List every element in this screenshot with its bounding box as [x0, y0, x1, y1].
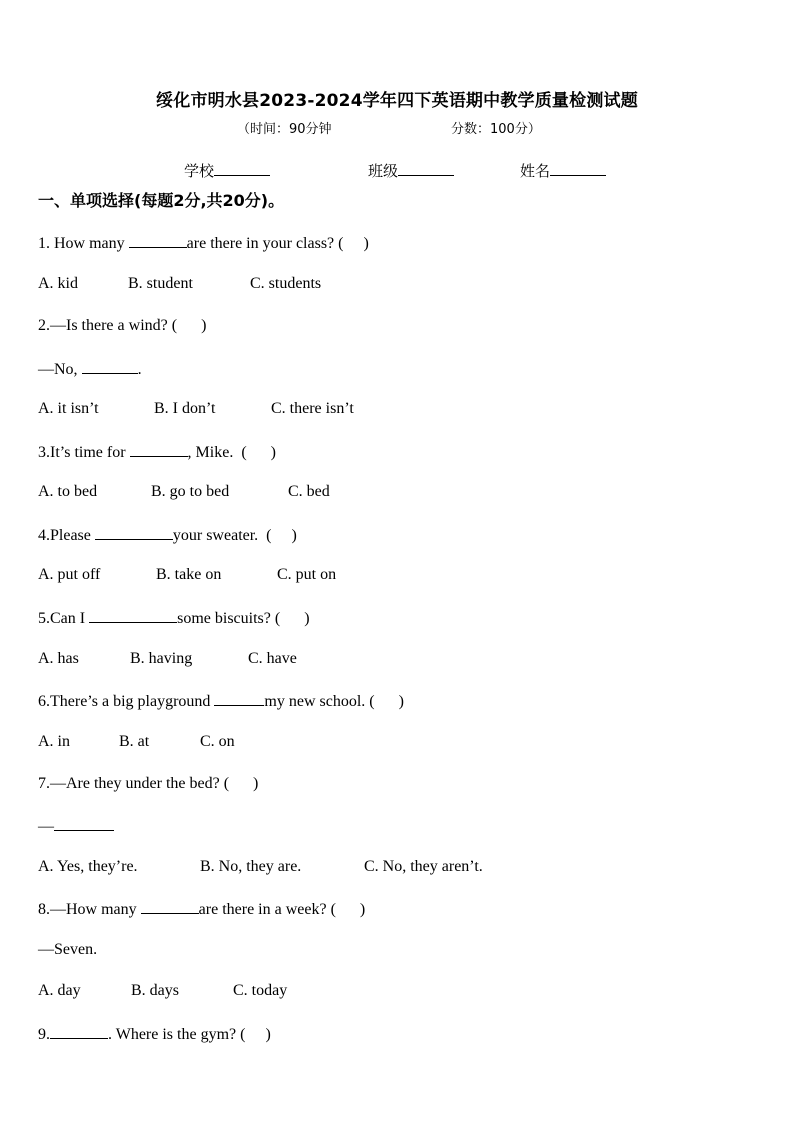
- q3-option-c[interactable]: C. bed: [288, 483, 330, 500]
- question-7-answer-line: [38, 816, 114, 836]
- q2-option-c[interactable]: C. there isn’t: [271, 400, 354, 417]
- class-field[interactable]: [368, 160, 454, 181]
- name-field[interactable]: [520, 160, 606, 181]
- q8-option-a[interactable]: A. day: [38, 982, 81, 999]
- question-9: [38, 1024, 271, 1044]
- q4-option-b[interactable]: B. take on: [156, 566, 222, 583]
- q7-text: 7.—Are they under the bed? ( ): [38, 775, 259, 792]
- question-2-answer-line: [38, 359, 142, 379]
- school-label: 学校: [184, 162, 215, 180]
- question-1: [38, 233, 369, 253]
- q5-text-post: some biscuits? ( ): [177, 610, 310, 627]
- question-3: [38, 442, 276, 462]
- q9-text-pre: 9.: [38, 1026, 50, 1043]
- q5-option-c[interactable]: C. have: [248, 650, 297, 667]
- q5-blank[interactable]: [89, 608, 177, 623]
- q4-text-pre: 4.Please: [38, 527, 95, 544]
- q9-text-post: . Where is the gym? ( ): [108, 1026, 271, 1043]
- q6-option-a[interactable]: A. in: [38, 733, 70, 750]
- q5-text-pre: 5.Can I: [38, 610, 90, 627]
- q1-option-b[interactable]: B. student: [128, 275, 193, 292]
- q2-text: 2.—Is there a wind? ( ): [38, 317, 207, 334]
- q6-option-c[interactable]: C. on: [200, 733, 235, 750]
- q4-option-c[interactable]: C. put on: [277, 566, 337, 583]
- question-6: [38, 691, 404, 711]
- q8-option-c[interactable]: C. today: [233, 982, 288, 999]
- q4-text-post: your sweater. ( ): [172, 527, 297, 544]
- question-5: [38, 608, 310, 628]
- question-7: [38, 775, 258, 793]
- q2-line2-post: .: [137, 361, 142, 378]
- page-title: 绥化市明水县2023-2024学年四下英语期中教学质量检测试题: [156, 91, 638, 111]
- q1-option-a[interactable]: A. kid: [38, 275, 78, 292]
- q2-line2-pre: —No,: [38, 361, 82, 378]
- q4-option-a[interactable]: A. put off: [38, 566, 101, 583]
- q7-blank[interactable]: [54, 816, 114, 831]
- q6-blank[interactable]: [214, 691, 264, 706]
- q1-text-pre: 1. How many: [38, 235, 129, 252]
- q6-text-pre: 6.There’s a big playground: [38, 693, 215, 710]
- q3-text-post: , Mike. ( ): [187, 444, 276, 461]
- q1-option-c[interactable]: C. students: [250, 275, 322, 292]
- q7-option-c[interactable]: C. No, they aren’t.: [364, 858, 483, 875]
- q3-option-a[interactable]: A. to bed: [38, 483, 98, 500]
- q7-option-b[interactable]: B. No, they are.: [200, 858, 302, 875]
- q5-option-a[interactable]: A. has: [38, 650, 79, 667]
- q8-option-b[interactable]: B. days: [131, 982, 179, 999]
- exam-score: 分数：100分）: [451, 122, 541, 137]
- q5-option-b[interactable]: B. having: [130, 650, 193, 667]
- q6-option-b[interactable]: B. at: [119, 733, 150, 750]
- q4-blank[interactable]: [95, 525, 173, 540]
- q1-blank[interactable]: [129, 233, 187, 248]
- q3-text-pre: 3.It’s time for: [38, 444, 130, 461]
- class-blank[interactable]: [398, 161, 454, 176]
- exam-time: （时间：90分钟: [237, 122, 332, 137]
- section-title: 一、单项选择(每题2分,共20分)。: [38, 191, 285, 210]
- q8-text-pre: 8.—How many: [38, 901, 141, 918]
- name-label: 姓名: [520, 162, 551, 180]
- class-label: 班级: [368, 162, 399, 180]
- question-2: [38, 317, 206, 335]
- q3-option-b[interactable]: B. go to bed: [151, 483, 230, 500]
- school-blank[interactable]: [214, 161, 270, 176]
- q8-blank[interactable]: [141, 899, 199, 914]
- q3-blank[interactable]: [130, 442, 188, 457]
- question-8-answer-line: —Seven.: [38, 941, 98, 958]
- q2-blank[interactable]: [82, 359, 138, 374]
- question-8: [38, 899, 365, 919]
- q9-blank[interactable]: [50, 1024, 108, 1039]
- q2-option-a[interactable]: A. it isn’t: [38, 400, 99, 417]
- q7-option-a[interactable]: A. Yes, they’re.: [38, 858, 138, 875]
- school-field[interactable]: [184, 160, 270, 181]
- question-4: [38, 525, 297, 545]
- q8-text-post: are there in a week? ( ): [198, 901, 366, 918]
- q1-text-post: are there in your class? ( ): [186, 235, 369, 252]
- q2-option-b[interactable]: B. I don’t: [154, 400, 216, 417]
- q6-text-post: my new school. ( ): [264, 693, 404, 710]
- name-blank[interactable]: [550, 161, 606, 176]
- q7-line2-pre: —: [38, 818, 54, 835]
